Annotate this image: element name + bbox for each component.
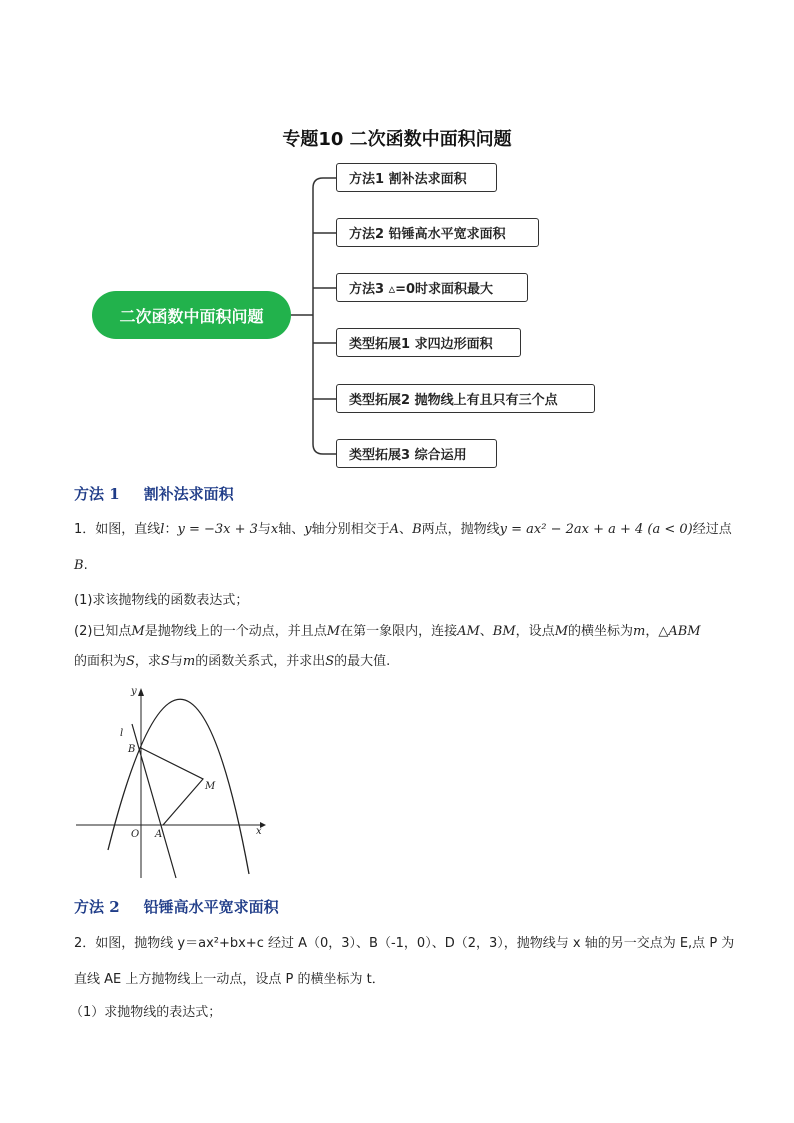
mindmap-branch-method3: 方法3 ▵=0时求面积最大 bbox=[336, 273, 528, 302]
mindmap-branch-method1: 方法1 割补法求面积 bbox=[336, 163, 497, 192]
label-l: l bbox=[120, 728, 124, 739]
mindmap-branch-method2: 方法2 铅锤高水平宽求面积 bbox=[336, 218, 539, 247]
text-fragment: 经过点 bbox=[692, 522, 732, 537]
mindmap-branch-type3: 类型拓展3 综合运用 bbox=[336, 439, 497, 468]
label-x: x bbox=[256, 826, 262, 837]
problem2-line2: 直线 AE 上方抛物线上一动点，设点 P 的横坐标为 t． bbox=[74, 972, 385, 987]
mindmap-root: 二次函数中面积问题 bbox=[92, 291, 291, 339]
separator: 、 bbox=[399, 522, 413, 537]
point-a: A bbox=[389, 522, 400, 537]
triangle-abm: △ABM bbox=[658, 624, 701, 639]
problem1-q2-line1 bbox=[74, 622, 724, 642]
period: . bbox=[83, 558, 88, 573]
line-equation: y = −3x + 3 bbox=[177, 522, 258, 537]
segment-am: AM bbox=[457, 624, 480, 639]
label-y: y bbox=[131, 686, 137, 697]
line-l-name: l bbox=[160, 522, 165, 537]
variable-s: S bbox=[325, 654, 335, 669]
point-m: M bbox=[326, 624, 341, 639]
problem1-figure bbox=[70, 682, 270, 882]
variable-m: m bbox=[182, 654, 196, 669]
parabola-curve bbox=[108, 699, 249, 874]
page-title: 专题10 二次函数中面积问题 bbox=[282, 129, 512, 150]
mindmap-branch-type2: 类型拓展2 抛物线上有且只有三个点 bbox=[336, 384, 595, 413]
y-axis-arrow-icon bbox=[138, 688, 144, 696]
problem2-q1: （1）求抛物线的表达式； bbox=[70, 1005, 222, 1020]
text-fragment: 两点，抛物线 bbox=[421, 522, 500, 537]
problem1-q1: (1)求该抛物线的函数表达式； bbox=[74, 593, 249, 608]
text-fragment: ，求 bbox=[134, 654, 161, 669]
label-m: M bbox=[205, 781, 216, 792]
label-b: B bbox=[128, 744, 136, 755]
x-variable: x bbox=[270, 522, 279, 537]
section2-heading-text: 铅锤高水平宽求面积 bbox=[143, 898, 279, 916]
mindmap-branch-type1: 类型拓展1 求四边形面积 bbox=[336, 328, 521, 357]
problem1-intro: 1．如图，直线 bbox=[74, 522, 161, 537]
segment-bm: BM bbox=[492, 624, 516, 639]
text-fragment: 轴分别相交于 bbox=[311, 522, 390, 537]
text-fragment: 的最大值. bbox=[334, 654, 391, 669]
problem1-line2 bbox=[74, 556, 724, 576]
text-fragment: 与 bbox=[169, 654, 183, 669]
text-fragment: 的横坐标为 bbox=[568, 624, 634, 639]
variable-m: m bbox=[633, 624, 646, 639]
parabola-equation: y = ax² − 2ax + a + 4 (a < 0) bbox=[499, 522, 693, 537]
problem1-line1 bbox=[74, 520, 732, 540]
text-fragment: ，设点 bbox=[515, 624, 555, 639]
problem1-q2-line2 bbox=[74, 652, 724, 672]
label-a: A bbox=[155, 829, 163, 840]
text-fragment: 的面积为 bbox=[74, 654, 127, 669]
separator: ， bbox=[645, 624, 659, 639]
section2-heading-number: 方法 2 bbox=[74, 898, 120, 916]
separator: 、 bbox=[479, 624, 493, 639]
variable-s: S bbox=[160, 654, 170, 669]
section2-heading bbox=[74, 896, 279, 917]
text-fragment: 的函数关系式，并求出 bbox=[195, 654, 326, 669]
label-o: O bbox=[131, 829, 140, 840]
point-b: B bbox=[412, 522, 422, 537]
section1-heading-number: 方法 1 bbox=[74, 485, 120, 503]
text-fragment: 轴、 bbox=[278, 522, 305, 537]
line-l bbox=[132, 724, 176, 878]
text-fragment: 在第一象限内，连接 bbox=[340, 624, 458, 639]
section1-heading bbox=[74, 483, 234, 504]
text-fragment: 与 bbox=[257, 522, 271, 537]
variable-s: S bbox=[126, 654, 135, 669]
point-m: M bbox=[554, 624, 568, 639]
section1-heading-text: 割补法求面积 bbox=[143, 485, 234, 503]
colon: ： bbox=[164, 522, 178, 537]
point-b: B bbox=[74, 558, 84, 573]
y-variable: y bbox=[304, 522, 312, 537]
point-m: M bbox=[131, 624, 145, 639]
text-fragment: 是抛物线上的一个动点，并且点 bbox=[144, 624, 327, 639]
text-fragment: (2)已知点 bbox=[74, 624, 132, 639]
problem2-line1: 2．如图，抛物线 y＝ax²+bx+c 经过 A（0，3）、B（-1，0）、D（2，3），抛物线与 x 轴的另一交点为 E,点 P 为 bbox=[74, 936, 735, 951]
